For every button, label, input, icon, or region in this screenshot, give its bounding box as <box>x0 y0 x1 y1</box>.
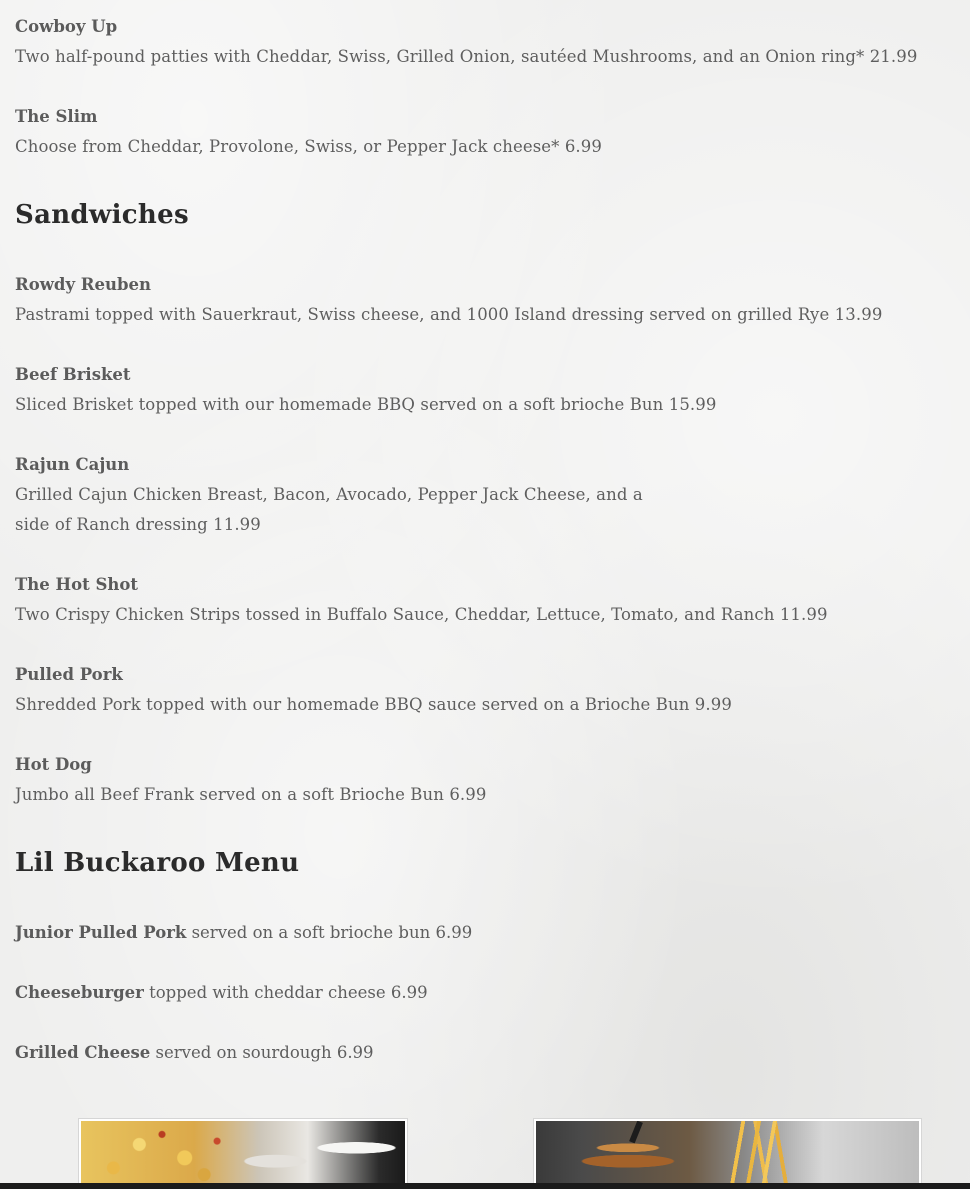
item-name: Cowboy Up <box>15 17 118 36</box>
item-name: Junior Pulled Pork <box>15 923 187 942</box>
menu-item-the-hot-shot <box>15 570 955 630</box>
menu-item-junior-pulled-pork <box>15 918 472 948</box>
menu-item-pulled-pork <box>15 660 955 720</box>
item-description: Two half-pound patties with Cheddar, Swiss, Grilled Onion, sautéed Mushrooms, and an Onion ring* 21.99 <box>15 47 918 66</box>
burger-pick <box>629 1121 643 1143</box>
item-description: served on sourdough 6.99 <box>150 1043 374 1062</box>
item-description: Jumbo all Beef Frank served on a soft Brioche Bun 6.99 <box>15 785 487 804</box>
item-name: Rowdy Reuben <box>15 275 152 294</box>
item-description: Grilled Cajun Chicken Breast, Bacon, Avocado, Pepper Jack Cheese, and a side of Ranch dressing 11.99 <box>15 485 643 534</box>
menu-item-cowboy-up <box>15 12 955 72</box>
item-name: Hot Dog <box>15 755 92 774</box>
menu-item-rowdy-reuben <box>15 270 955 330</box>
item-name: Cheeseburger <box>15 983 144 1002</box>
bottom-edge-bar <box>0 1183 970 1189</box>
item-description: Two Crispy Chicken Strips tossed in Buffalo Sauce, Cheddar, Lettuce, Tomato, and Ranch 11.99 <box>15 605 828 624</box>
section-heading-sandwiches: Sandwiches <box>15 200 189 230</box>
food-photo-burger-fries <box>533 1118 922 1189</box>
item-description: topped with cheddar cheese 6.99 <box>143 983 428 1002</box>
food-photo-image <box>81 1121 405 1188</box>
item-name: Rajun Cajun <box>15 455 130 474</box>
item-name: The Slim <box>15 107 98 126</box>
item-description: served on a soft brioche bun 6.99 <box>186 923 473 942</box>
food-photo-image <box>536 1121 919 1188</box>
menu-item-cheeseburger <box>15 978 428 1008</box>
menu-item-hot-dog <box>15 750 955 810</box>
item-name: Grilled Cheese <box>15 1043 151 1062</box>
item-name: The Hot Shot <box>15 575 139 594</box>
menu-item-beef-brisket <box>15 360 955 420</box>
menu-item-rajun-cajun <box>15 450 955 540</box>
item-description: Choose from Cheddar, Provolone, Swiss, or Pepper Jack cheese* 6.99 <box>15 137 602 156</box>
item-name: Beef Brisket <box>15 365 131 384</box>
menu-item-grilled-cheese <box>15 1038 374 1068</box>
section-heading-kids-menu: Lil Buckaroo Menu <box>15 848 300 878</box>
item-description: Shredded Pork topped with our homemade BBQ sauce served on a Brioche Bun 9.99 <box>15 695 732 714</box>
food-photo-garlic-bread <box>78 1118 408 1189</box>
item-description: Sliced Brisket topped with our homemade BBQ served on a soft brioche Bun 15.99 <box>15 395 717 414</box>
item-description: Pastrami topped with Sauerkraut, Swiss cheese, and 1000 Island dressing served on grilled Rye 13.99 <box>15 305 883 324</box>
menu-item-the-slim <box>15 102 955 162</box>
item-name: Pulled Pork <box>15 665 123 684</box>
